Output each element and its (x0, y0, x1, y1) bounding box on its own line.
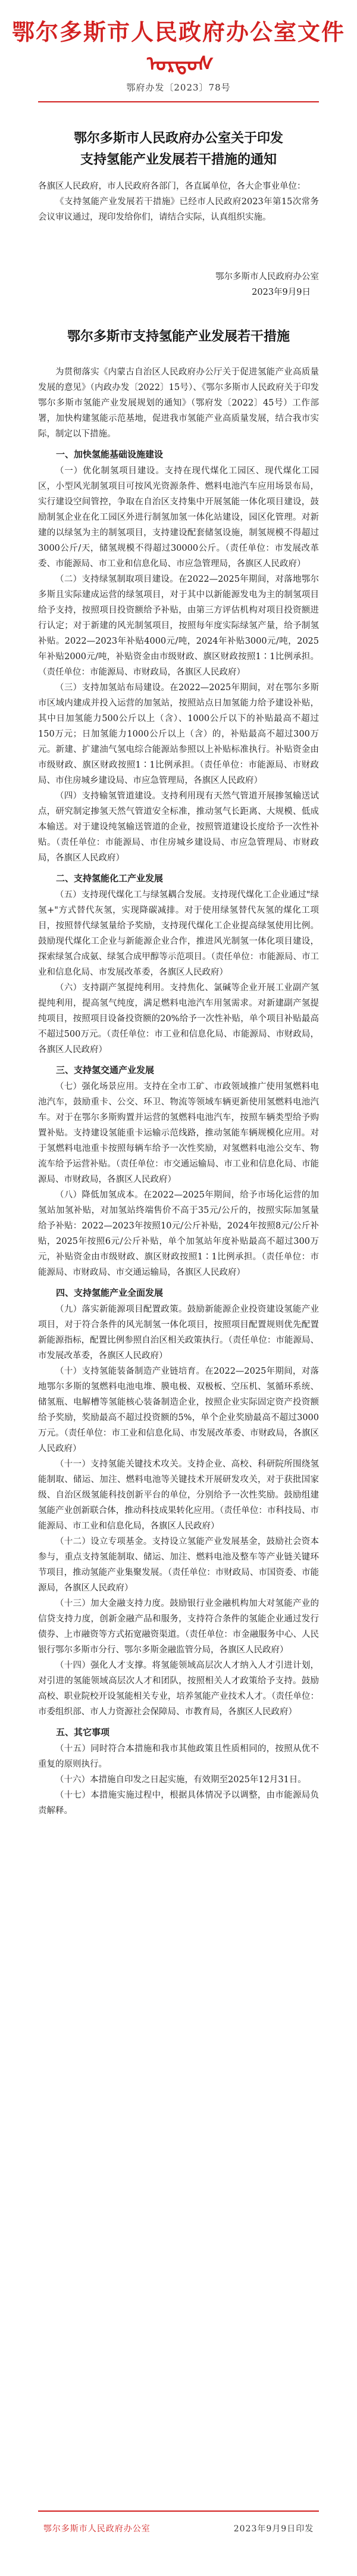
mongolian-script-mark: ᠣᠷᠳᠣᠰ (146, 52, 214, 76)
header-title: 鄂尔多斯市人民政府办公室文件 (11, 18, 345, 45)
document-footer (0, 2522, 357, 2534)
notice-paragraph: 《支持氢能产业发展若干措施》已经市人民政府2023年第15次常务会议审议通过，现印发给你们，请结合实际，认真组织实施。 (38, 197, 319, 222)
measure-item: （七）强化场景应用。支持在全市工矿、市政领域推广使用氢燃料电池汽车，鼓励重卡、公交、环卫、物流等领域车辆更新使用氢燃料电池汽车。对于在鄂尔多斯购置并运营的氢燃料电池汽车，按照车辆类型给予购置补贴。支持建设氢能重卡运输示范线路，推动氢能车辆规模化应用。对于氢燃料电池重卡按照每辆车给予一次性奖励，对氢燃料电池公交车、物流车给予运营补贴。（责任单位：市交通运输局、市工业和信息化局、市能源局、市财政局，各旗区人民政府） (38, 1082, 319, 1184)
measure-item: （十六）本措施自印发之日起实施，有效期至2025年12月31日。 (55, 1775, 306, 1785)
measure-item: （十二）设立专项基金。支持设立氢能产业发展基金，鼓励社会资本参与，重点支持氢能制取、储运、加注、燃料电池及整车等产业链关键环节项目，推动氢能产业集聚发展。（责任单位：市财政局、市国资委、市能源局，各旗区人民政府） (38, 1537, 319, 1593)
notice-title (0, 127, 357, 170)
measure-item: （十五）同时符合本措施和我市其他政策且性质相同的，按照从优不重复的原则执行。 (38, 1744, 319, 1769)
measure-item: （二）支持绿氢制取项目建设。在2022—2025年期间，对落地鄂尔多斯且实际建成运营的绿氢项目，对于其中以新能源发电为主的制氢项目给予支持，按照项目投资额给予补贴，由第三方评估机构对项目投资额进行认定；对于新建的风光制氢项目，按照每年度实际绿氢产量，给予制氢补贴。2022—2023年补贴4000元/吨，2024年补贴3000元/吨，2025年补贴2000元/吨，补贴资金由市级财政、旗区财政按照1∶1比例承担。（责任单位：市能源局、市财政局，各旗区人民政府） (38, 575, 319, 677)
section-heading: 三、支持氢交通产业发展 (56, 1065, 155, 1075)
measures-body (38, 364, 319, 1819)
measure-item: （十）支持氢能装备制造产业链培育。在2022—2025年期间，对落地鄂尔多斯的氢燃料电池电堆、膜电极、双极板、空压机、氢循环系统、储氢瓶、电解槽等氢能核心装备制造企业，按照企业实际固定资产投资额给予奖励，奖励最高不超过投资额的5%，单个企业奖励最高不超过3000万元。（责任单位：市工业和信息化局、市发展改革委、市财政局，各旗区人民政府） (38, 1367, 319, 1454)
footer-org: 鄂尔多斯市人民政府办公室 (43, 2524, 151, 2534)
measures-title: 鄂尔多斯市支持氢能产业发展若干措施 (67, 329, 290, 344)
notice-salutation: 各旗区人民政府，市人民政府各部门，各直属单位，各大企事业单位： (38, 182, 306, 191)
notice-body (38, 179, 319, 225)
measure-item: （五）支持现代煤化工与绿氢耦合发展。支持现代煤化工企业通过"绿氢+"方式替代灰氢，实现降碳减排。对于使用绿氢替代灰氢的煤化工项目，按照替代绿氢量给予奖励，支持现代煤化工企业提高绿氢使用比例。鼓励现代煤化工企业与新能源企业合作，推进风光制氢一体化项目建设，探索绿氢合成氨、绿氢合成甲醇等示范项目。（责任单位：市能源局、市工业和信息化局、市发展改革委，各旗区人民政府） (38, 890, 319, 977)
section-heading: 五、其它事项 (56, 1727, 110, 1738)
document-header (0, 17, 357, 80)
footer-date: 2023年9月9日印发 (233, 2524, 314, 2534)
section-heading: 二、支持氢能化工产业发展 (56, 873, 164, 884)
measures-intro: 为贯彻落实《内蒙古自治区人民政府办公厅关于促进氢能产业高质量发展的意见》（内政办发〔2022〕15号）、《鄂尔多斯市人民政府关于印发鄂尔多斯市氢能产业发展规划的通知》（鄂府发〔2022〕45号）工作部署，加快构建氢能示范基地，促进我市氢能产业高质量发展，结合我市实际，制定以下措施。 (38, 367, 319, 439)
measure-item: （九）落实新能源项目配置政策。鼓励新能源企业投资建设氢能产业项目，对于符合条件的风光制氢一体化项目，按照项目配置规则优先配置新能源指标，配置比例参照自治区相关政策执行。（责任单位：市能源局、市发展改革委，各旗区人民政府） (38, 1305, 319, 1361)
notice-title-line2: 支持氢能产业发展若干措施的通知 (80, 152, 277, 167)
red-divider-bottom (38, 2510, 319, 2512)
measure-item: （十三）加大金融支持力度。鼓励银行业金融机构加大对氢能产业的信贷支持力度，创新金融产品和服务，支持符合条件的氢能企业通过发行债券、上市融资等方式拓宽融资渠道。（责任单位：市金融服务中心、人民银行鄂尔多斯市分行、鄂尔多斯金融监管分局，各旗区人民政府） (38, 1599, 319, 1655)
measure-item: （六）支持副产氢提纯利用。支持焦化、氯碱等企业开展工业副产氢提纯利用，提高氢气纯度，满足燃料电池汽车用氢需求。对新建副产氢提纯项目，按照项目设备投资额的20%给予一次性补贴，单个项目补贴最高不超过500万元。（责任单位：市工业和信息化局、市能源局、市财政局，各旗区人民政府） (38, 983, 319, 1055)
measure-item: （十一）支持氢能关键技术攻关。支持企业、高校、科研院所围绕氢能制取、储运、加注、燃料电池等关键技术开展研发攻关，对于获批国家级、自治区级氢能科技创新平台的单位，分别给予一次性奖励。鼓励组建氢能产业创新联合体，推动科技成果转化应用。（责任单位：市科技局、市能源局、市工业和信息化局，各旗区人民政府） (38, 1459, 319, 1531)
measure-item: （一）优化制氢项目建设。支持在现代煤化工园区、现代煤化工园区，小型风光制氢项目可按风光资源条件、燃料电池汽车应用场景布局，实行建设空间管控，争取在自治区支持集中开展氢能一体化项目建设，鼓励制氢企业在化工园区外进行制氢加氢一体化站建设，园区化管理。对新建的以绿氢为主的制氢项目，支持建设配套储氢设施，制氢规模不得超过3000公斤/天，储氢规模不得超过30000公斤。（责任单位：市发展改革委、市能源局、市工业和信息化局、市应急管理局，各旗区人民政府） (38, 466, 319, 569)
red-divider-top (38, 101, 319, 102)
document-number: 鄂府办发〔2023〕78号 (126, 82, 231, 93)
signature-date: 2023年9月9日 (252, 288, 311, 297)
measure-item: （八）降低加氢成本。在2022—2025年期间，给予市场化运营的加氢站加氢补贴，对加氢站终端售价不高于35元/公斤的，按照实际加氢量给予补贴：2022—2023年按照10元/公斤补贴，2024年按照8元/公斤补贴，2025年按照6元/公斤补贴，单个加氢站年度补贴最高不超过300万元，补贴资金由市级财政、旗区财政按照1∶1比例承担。（责任单位：市能源局、市财政局、市交通运输局，各旗区人民政府） (38, 1190, 319, 1277)
signature-org: 鄂尔多斯市人民政府办公室 (215, 272, 319, 282)
measure-item: （三）支持加氢站布局建设。在2022—2025年期间，对在鄂尔多斯市区域内建成并投入运营的加氢站，按照站点日加氢能力给予建设补贴，其中日加氢能力500公斤以上（含）、1000公斤以下的补贴最高不超过150万元；日加氢能力1000公斤以上（含）的，补贴最高不超过300万元。新建、扩建油气氢电综合能源站参照以上补贴标准执行。补贴资金由市级财政、旗区财政按照1∶1比例承担。（责任单位：市能源局、市财政局、市住房城乡建设局、市应急管理局，各旗区人民政府） (38, 683, 319, 785)
measure-item: （十四）强化人才支撑。将氢能领域高层次人才纳入人才引进计划，对引进的氢能领域高层次人才和团队，按照相关人才政策给予支持。鼓励高校、职业院校开设氢能相关专业，培养氢能产业技术人才。（责任单位：市委组织部、市人力资源社会保障局、市教育局，各旗区人民政府） (38, 1661, 319, 1717)
notice-title-line1: 鄂尔多斯市人民政府办公室关于印发 (73, 130, 283, 146)
measure-item: （十七）本措施实施过程中，根据具体情况予以调整，由市能源局负责解释。 (38, 1791, 319, 1816)
section-heading: 四、支持氢能产业全面发展 (56, 1287, 164, 1298)
section-heading: 一、加快氢能基础设施建设 (56, 449, 164, 460)
measure-item: （四）支持输氢管道建设。支持利用现有天然气管道开展掺氢输送试点，研究制定掺氢天然气管道安全标准，推动氢气长距离、大规模、低成本输送。对于建设纯氢输送管道的企业，按照管道建设长度给予一次性补贴。（责任单位：市能源局、市住房城乡建设局、市应急管理局、市财政局，各旗区人民政府） (38, 791, 319, 863)
